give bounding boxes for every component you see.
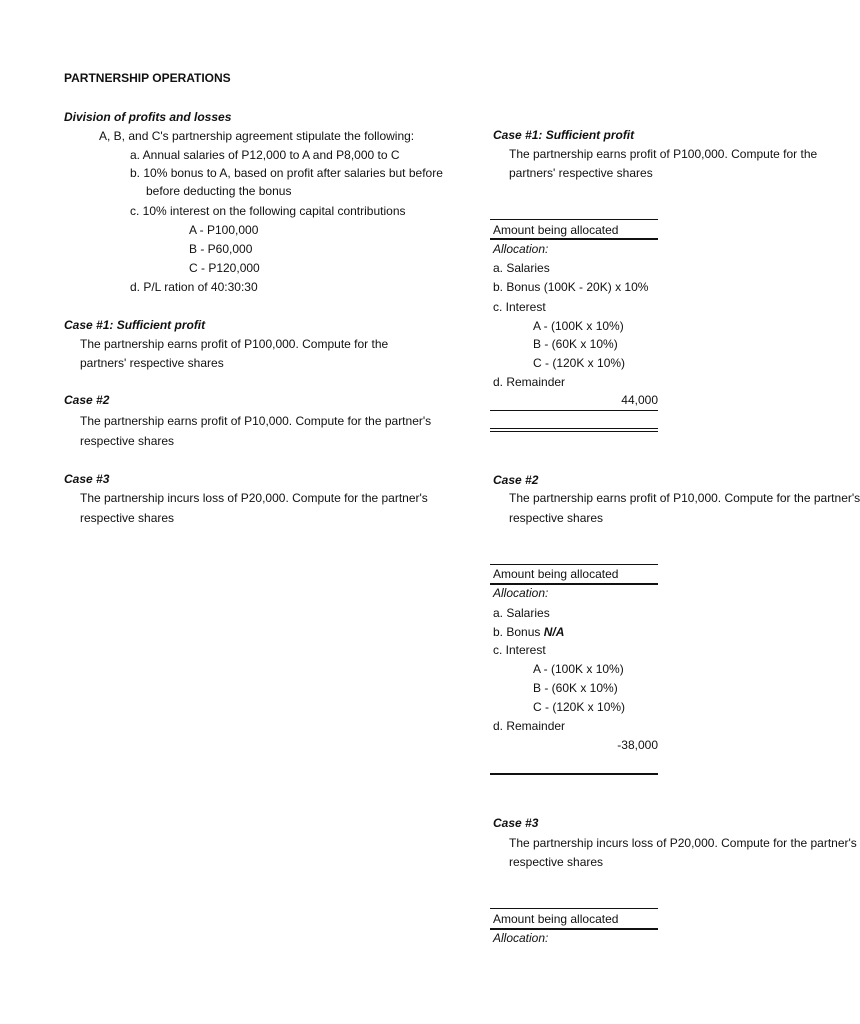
allocation-label: Allocation: xyxy=(493,586,549,600)
capital-a: A - P100,000 xyxy=(189,223,259,237)
allocation-label: Allocation: xyxy=(493,242,549,256)
agreement-intro: A, B, and C's partnership agreement stipulate the following: xyxy=(99,129,415,143)
table-top-rule xyxy=(490,908,658,909)
right-case1-title: Case #1: Sufficient profit xyxy=(493,128,635,142)
case3-title: Case #3 xyxy=(64,472,110,486)
table-top-rule xyxy=(490,564,658,565)
capital-c: C - P120,000 xyxy=(189,261,260,275)
table-header-rule xyxy=(490,928,658,930)
allocation-label: Allocation: xyxy=(493,931,549,945)
total-rule xyxy=(490,773,658,775)
interest-c: C - (120K x 10%) xyxy=(533,700,626,714)
interest-b: B - (60K x 10%) xyxy=(533,337,618,351)
agreement-item-a: a. Annual salaries of P12,000 to A and P8,000 to C xyxy=(130,148,400,162)
interest-b: B - (60K x 10%) xyxy=(533,681,618,695)
salaries-label: a. Salaries xyxy=(493,606,550,620)
interest-label: c. Interest xyxy=(493,300,546,314)
double-underline xyxy=(490,428,658,429)
right-case1-text: The partnership earns profit of P100,000. Compute for the xyxy=(509,147,818,161)
case2-text: The partnership earns profit of P10,000. Compute for the partner's xyxy=(80,414,432,428)
bonus-na: N/A xyxy=(543,625,565,639)
interest-a: A - (100K x 10%) xyxy=(533,319,624,333)
case1-title: Case #1: Sufficient profit xyxy=(64,318,206,332)
right-case2-text: The partnership earns profit of P10,000. Compute for the partner's xyxy=(509,491,860,505)
remainder-value: -38,000 xyxy=(617,738,658,752)
capital-b: B - P60,000 xyxy=(189,242,253,256)
bonus-prefix: b. Bonus xyxy=(493,625,544,639)
interest-c: C - (120K x 10%) xyxy=(533,356,626,370)
amount-label: Amount being allocated xyxy=(493,912,619,926)
agreement-item-b: b. 10% bonus to A, based on profit after salaries but before xyxy=(130,166,443,180)
amount-label: Amount being allocated xyxy=(493,223,619,237)
total-rule xyxy=(490,410,658,411)
section-heading: Division of profits and losses xyxy=(64,110,232,124)
remainder-value: 44,000 xyxy=(621,393,658,407)
amount-label: Amount being allocated xyxy=(493,567,619,581)
salaries-label: a. Salaries xyxy=(493,261,550,275)
agreement-item-d: d. P/L ration of 40:30:30 xyxy=(130,280,258,294)
case1-text: The partnership earns profit of P100,000. Compute for the xyxy=(80,337,389,351)
remainder-label: d. Remainder xyxy=(493,375,566,389)
remainder-label: d. Remainder xyxy=(493,719,566,733)
case2-text-cont: respective shares xyxy=(80,434,175,448)
agreement-item-c: c. 10% interest on the following capital contributions xyxy=(130,204,406,218)
right-case3-title: Case #3 xyxy=(493,816,539,830)
case3-text: The partnership incurs loss of P20,000. Compute for the partner's xyxy=(80,491,428,505)
case2-title: Case #2 xyxy=(64,393,110,407)
interest-a: A - (100K x 10%) xyxy=(533,662,624,676)
bonus-label xyxy=(493,625,564,639)
case3-text-cont: respective shares xyxy=(80,511,175,525)
right-case3-text: The partnership incurs loss of P20,000. Compute for the partner's xyxy=(509,836,857,850)
right-case2-text-cont: respective shares xyxy=(509,511,604,525)
agreement-item-b-cont: before deducting the bonus xyxy=(146,184,292,198)
table-top-rule xyxy=(490,219,658,220)
table-header-rule xyxy=(490,583,658,585)
interest-label: c. Interest xyxy=(493,643,546,657)
right-case1-text-cont: partners' respective shares xyxy=(509,166,653,180)
table-header-rule xyxy=(490,238,658,240)
page-title: PARTNERSHIP OPERATIONS xyxy=(64,71,231,85)
case1-text-cont: partners' respective shares xyxy=(80,356,224,370)
right-case3-text-cont: respective shares xyxy=(509,855,604,869)
bonus-label: b. Bonus (100K - 20K) x 10% xyxy=(493,280,649,294)
right-case2-title: Case #2 xyxy=(493,473,539,487)
